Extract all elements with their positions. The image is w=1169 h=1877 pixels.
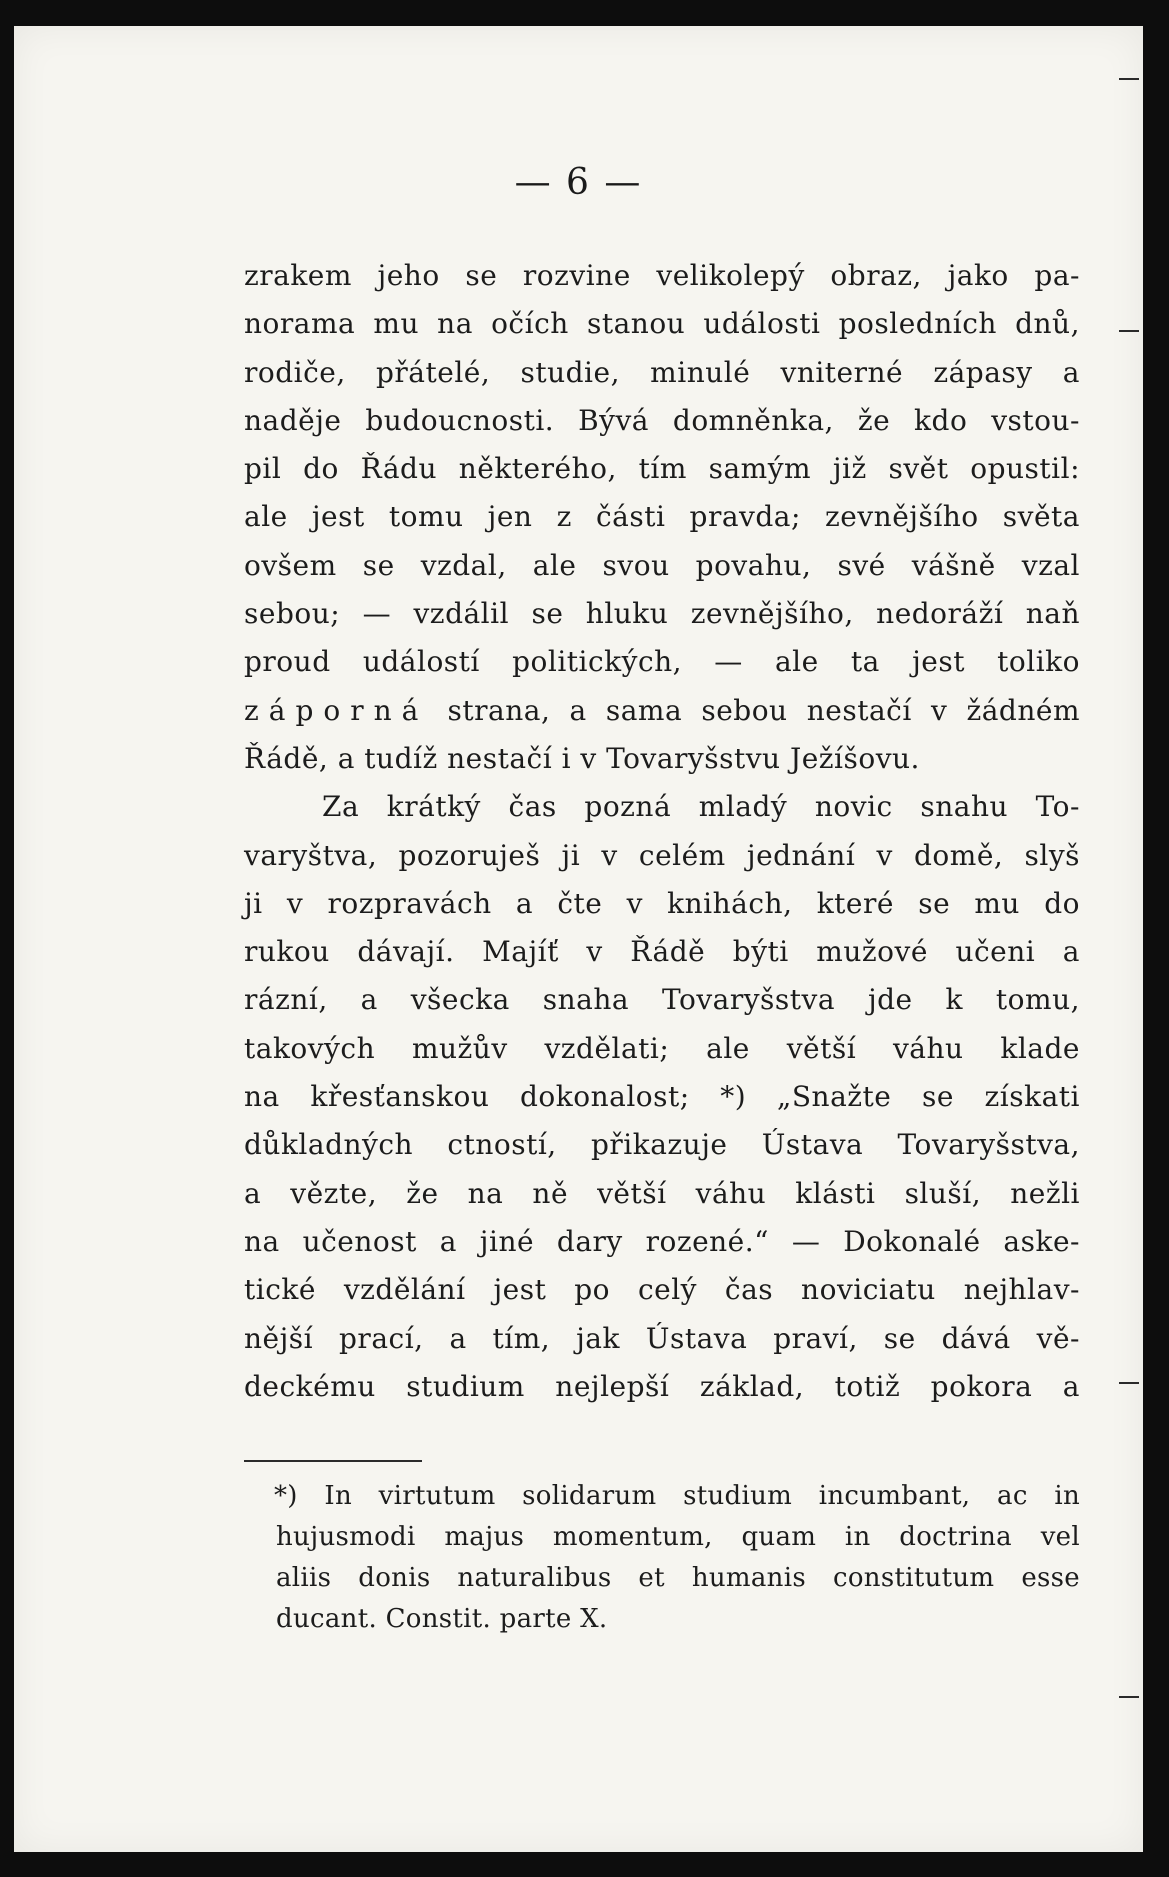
text-line: deckému studium nejlepší základ, totiž pokora a	[244, 1369, 1080, 1403]
text-line: rukou dávají. Majíť v Řádě býti mužové učeni a	[244, 935, 1080, 969]
page-edge-mark	[1119, 1382, 1139, 1384]
text-line: pil do Řádu některého, tím samým již svět opustil:	[244, 452, 1080, 486]
text-line: a vězte, že na ně větší váhu klásti sluší, nežli	[244, 1176, 1080, 1210]
footnote-line: *) In virtutum solidarum studium incumbant, ac in	[274, 1481, 1080, 1511]
footnote-line: ducant. Constit. parte X.	[276, 1604, 608, 1634]
page-edge-mark	[1119, 330, 1139, 332]
page-number: — 6 —	[514, 162, 643, 203]
text-line: proud událostí politických, — ale ta jest toliko	[244, 645, 1080, 679]
text-line: ale jest tomu jen z části pravda; zevnějšího světa	[244, 500, 1080, 534]
text-line: norama mu na očích stanou události posledních dnů,	[244, 307, 1080, 341]
body-text	[244, 252, 1080, 1411]
footnote-line: aliis donis naturalibus et humanis constitutum esse	[276, 1563, 1080, 1593]
text-line: nější prací, a tím, jak Ústava praví, se dává vě-	[244, 1321, 1080, 1355]
page-edge-mark	[1119, 78, 1139, 80]
footnote-line: hujusmodi majus momentum, quam in doctrina vel	[276, 1522, 1080, 1552]
text-line: ovšem se vzdal, ale svou povahu, své vášně vzal	[244, 548, 1080, 582]
text-line: důkladných ctností, přikazuje Ústava Tovaryšstva,	[244, 1128, 1080, 1162]
text-line: rodiče, přátelé, studie, minulé vniterné zápasy a	[244, 355, 1080, 389]
footnote	[276, 1476, 1080, 1640]
footnote-separator	[244, 1460, 422, 1462]
text-line	[244, 687, 1080, 735]
paragraph-last-line: Řádě, a tudíž nestačí i v Tovaryšstvu Ježíšovu.	[244, 741, 920, 775]
book-page	[14, 26, 1143, 1852]
text-line: rázní, a všecka snaha Tovaryšstva jde k tomu,	[244, 983, 1080, 1017]
text-line: tické vzdělání jest po celý čas noviciatu nejhlav-	[244, 1273, 1080, 1307]
text-line: zrakem jeho se rozvine velikolepý obraz, jako pa-	[244, 259, 1080, 292]
page-edge-mark	[1119, 1696, 1139, 1698]
text-line: sebou; — vzdálil se hluku zevnějšího, nedoráží naň	[244, 597, 1080, 631]
text-line: na učenost a jiné dary rozené.“ — Dokonalé aske-	[244, 1224, 1080, 1258]
spaced-emphasis-word: záporná	[244, 693, 429, 727]
text-line: naděje budoucnosti. Bývá domněnka, že kdo vstou-	[244, 403, 1080, 437]
paragraph-first-line: Za krátký čas pozná mladý novic snahu To-	[322, 790, 1080, 824]
text-line-rest: strana, a sama sebou nestačí v žádném	[447, 693, 1080, 727]
text-line: varyštva, pozoruješ ji v celém jednání v domě, slyš	[244, 838, 1080, 872]
text-line: na křesťanskou dokonalost; *) „Snažte se získati	[244, 1080, 1080, 1114]
text-line: ji v rozpravách a čte v knihách, které se mu do	[244, 886, 1080, 920]
text-line: takových mužův vzdělati; ale větší váhu klade	[244, 1031, 1080, 1065]
